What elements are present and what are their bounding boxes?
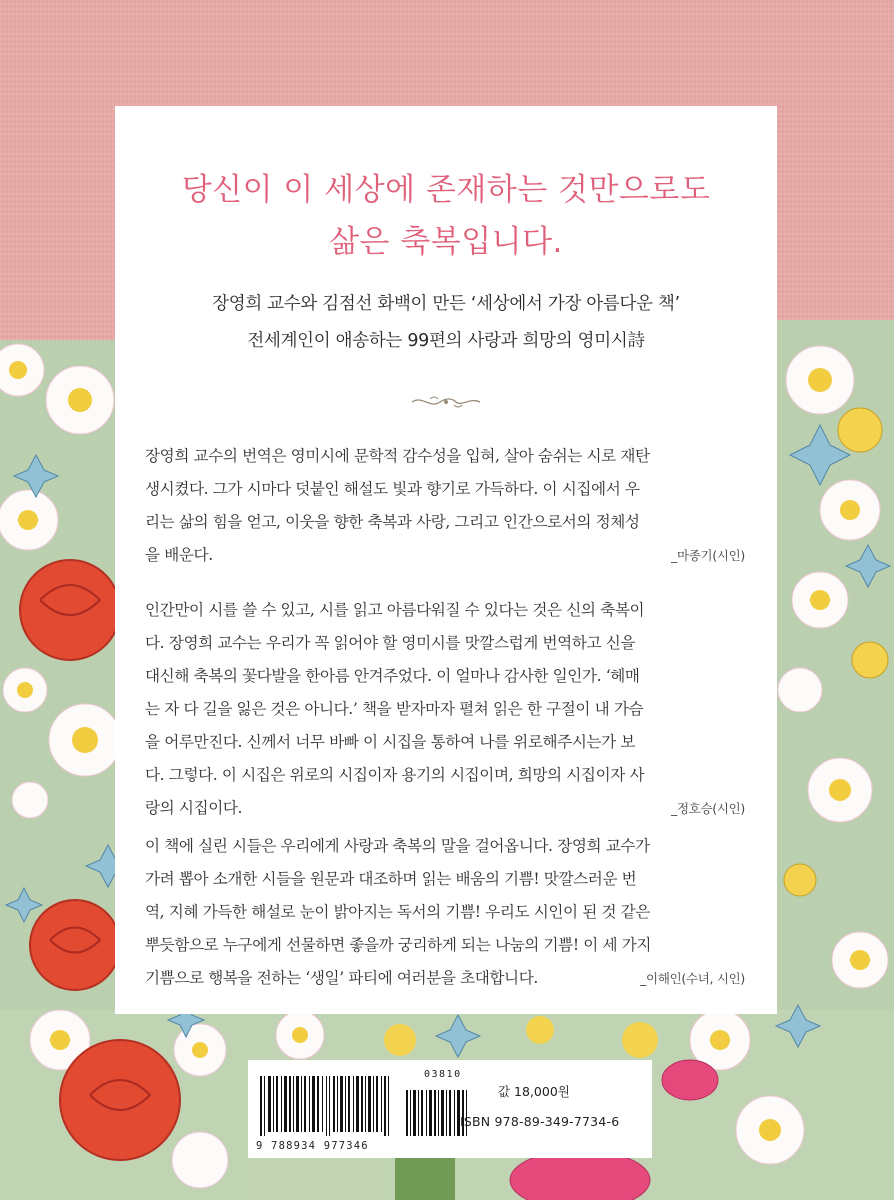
subheading-line-1: 장영희 교수와 김점선 화백이 만든 ‘세상에서 가장 아름다운 책’ bbox=[212, 294, 680, 314]
endorsement-line: 인간만이 시를 쓸 수 있고, 시를 읽고 아름다워질 수 있다는 것은 신의 축복이 bbox=[145, 601, 645, 619]
endorsement-line: 대신해 축복의 꽃다발을 한아름 안겨주었다. 이 얼마나 감사한 일인가. ‘헤매 bbox=[145, 667, 640, 685]
headline bbox=[115, 164, 777, 268]
barcode-icon bbox=[260, 1076, 486, 1136]
barcode-addon-number: 03810 bbox=[424, 1069, 462, 1080]
isbn-label: ISBN 978-89-349-7734-6 bbox=[460, 1114, 620, 1129]
headline-line-1: 당신이 이 세상에 존재하는 것만으로도 bbox=[181, 172, 711, 208]
endorsement-attribution: _정호승(시인) bbox=[671, 801, 745, 816]
endorsement-text: 기쁨으로 행복을 전하는 ‘생일’ 파티에 여러분을 초대합니다. bbox=[145, 969, 538, 987]
headline-line-2: 삶은 축복입니다. bbox=[329, 224, 563, 260]
endorsement-line: 다. 장영희 교수는 우리가 꼭 읽어야 할 영미시를 맛깔스럽게 번역하고 신을 bbox=[145, 634, 636, 652]
endorsement-line: 리는 삶의 힘을 얻고, 이웃을 향한 축복과 사랑, 그리고 인간으로서의 정체성 bbox=[145, 513, 640, 531]
subheading bbox=[115, 286, 777, 360]
price-label: 값 18,000원 bbox=[498, 1084, 570, 1099]
endorsement-line bbox=[145, 962, 745, 995]
endorsement-line: 이 책에 실린 시들은 우리에게 사랑과 축복의 말을 걸어옵니다. 장영희 교수가 bbox=[145, 837, 650, 855]
endorsement-line: 다. 그렇다. 이 시집은 위로의 시집이자 용기의 시집이며, 희망의 시집이자 사 bbox=[145, 766, 645, 784]
endorsement-3 bbox=[145, 830, 745, 995]
endorsement-text: 을 배운다. bbox=[145, 546, 213, 564]
endorsement-attribution: _이해인(수녀, 시인) bbox=[640, 971, 745, 986]
endorsement-1 bbox=[145, 440, 745, 572]
subheading-line-2: 전세계인이 애송하는 99편의 사랑과 희망의 영미시詩 bbox=[247, 331, 645, 351]
endorsement-line: 는 자 다 길을 잃은 것은 아니다.’ 책을 받자마자 펼쳐 읽은 한 구절이 내 가슴 bbox=[145, 700, 644, 718]
barcode-panel bbox=[248, 1060, 652, 1158]
flourish-ornament-icon bbox=[410, 393, 482, 411]
endorsement-line bbox=[145, 539, 745, 572]
endorsement-line: 가려 뽑아 소개한 시들을 원문과 대조하며 읽는 배움의 기쁨! 맛깔스러운 번 bbox=[145, 870, 637, 888]
endorsement-line bbox=[145, 792, 745, 825]
endorsement-attribution: _마종기(시인) bbox=[671, 548, 745, 563]
endorsement-line: 역, 지혜 가득한 해설로 눈이 밝아지는 독서의 기쁨! 우리도 시인이 된 것 같은 bbox=[145, 903, 651, 921]
barcode-number: 9 788934 977346 bbox=[256, 1140, 369, 1152]
endorsement-line: 생시켰다. 그가 시마다 덧붙인 해설도 빛과 향기로 가득하다. 이 시집에서 우 bbox=[145, 480, 640, 498]
endorsement-text: 랑의 시집이다. bbox=[145, 799, 243, 817]
endorsement-line: 을 어루만진다. 신께서 너무 바빠 이 시집을 통하여 나를 위로해주시는가 보 bbox=[145, 733, 636, 751]
text-panel bbox=[115, 106, 777, 1014]
endorsement-line: 뿌듯함으로 누구에게 선물하면 좋을까 궁리하게 되는 나눔의 기쁨! 이 세 가지 bbox=[145, 936, 652, 954]
endorsement-2 bbox=[145, 594, 745, 825]
endorsement-line: 장영희 교수의 번역은 영미시에 문학적 감수성을 입혀, 살아 숨쉬는 시로 재탄 bbox=[145, 447, 650, 465]
